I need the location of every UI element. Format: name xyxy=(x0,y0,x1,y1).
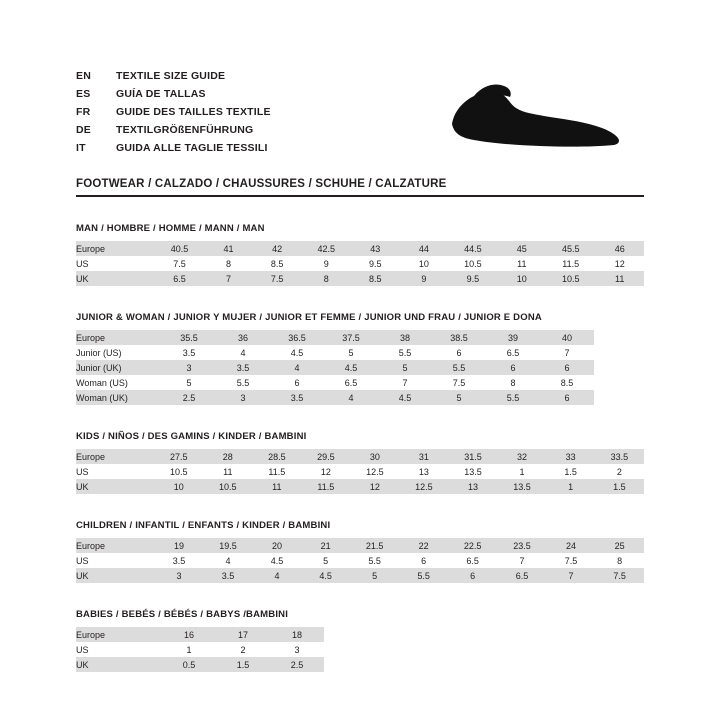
cell: 5 xyxy=(432,390,486,405)
cell: 38.5 xyxy=(432,330,486,345)
block-junior-woman xyxy=(76,312,644,405)
table-row xyxy=(76,241,644,256)
language-code: IT xyxy=(76,142,86,154)
cell: 11 xyxy=(517,258,527,269)
size-table-babies xyxy=(76,627,324,672)
cell: 33 xyxy=(547,449,595,464)
row-label: Junior (US) xyxy=(76,347,122,358)
cell: 19.5 xyxy=(203,538,252,553)
cell: 2 xyxy=(240,644,246,655)
table-row xyxy=(76,345,594,360)
cell: 13.5 xyxy=(497,479,546,494)
cell: 7.5 xyxy=(452,377,466,388)
cell: 42 xyxy=(253,241,302,256)
row-label: Woman (UK) xyxy=(76,390,162,405)
block-babies xyxy=(76,609,644,672)
cell: 10 xyxy=(498,271,546,286)
cell: 41 xyxy=(204,241,252,256)
cell: 5.5 xyxy=(368,555,381,566)
table-row xyxy=(76,464,644,479)
table-row xyxy=(76,538,644,553)
table-row xyxy=(76,479,644,494)
row-label: US xyxy=(76,258,89,269)
cell: 10.5 xyxy=(203,479,252,494)
cell: 3 xyxy=(294,644,300,655)
cell: 2 xyxy=(616,466,622,477)
block-title: CHILDREN / INFANTIL / ENFANTS / KINDER / BAMBINI xyxy=(76,520,331,531)
row-label: Europe xyxy=(76,538,155,553)
cell: 10.5 xyxy=(464,258,482,269)
table-row xyxy=(76,375,594,390)
cell: 1 xyxy=(186,644,192,655)
table-row xyxy=(76,360,594,375)
language-code: EN xyxy=(76,70,91,82)
footwear-category-title: FOOTWEAR / CALZADO / CHAUSSURES / SCHUHE / CALZATURE xyxy=(76,178,644,197)
cell: 8 xyxy=(302,271,351,286)
cell: 39 xyxy=(486,330,540,345)
cell: 33.5 xyxy=(595,449,644,464)
cell: 5.5 xyxy=(236,377,250,388)
cell: 13 xyxy=(418,466,429,477)
cell: 25 xyxy=(595,538,644,553)
row-label: Junior (UK) xyxy=(76,360,162,375)
cell: 10 xyxy=(418,258,429,269)
cell: 4.5 xyxy=(324,360,378,375)
cell: 6 xyxy=(456,347,462,358)
cell: 37.5 xyxy=(324,330,378,345)
cell: 10.5 xyxy=(546,271,595,286)
cell: 9 xyxy=(323,258,329,269)
cell: 5 xyxy=(378,360,432,375)
language-code: DE xyxy=(76,124,91,136)
row-label: US xyxy=(76,644,89,655)
cell: 38 xyxy=(378,330,432,345)
cell: 6.5 xyxy=(155,271,204,286)
cell: 32 xyxy=(497,449,546,464)
cell: 43 xyxy=(351,241,400,256)
cell: 5.5 xyxy=(486,390,540,405)
block-title: KIDS / NIÑOS / DES GAMINS / KINDER / BAMBINI xyxy=(76,431,307,442)
cell: 3.5 xyxy=(182,347,196,358)
language-title: TEXTILGRÖßENFÜHRUNG xyxy=(116,124,254,136)
cell: 6 xyxy=(540,390,594,405)
cell: 28.5 xyxy=(252,449,301,464)
cell: 45.5 xyxy=(546,241,595,256)
cell: 29.5 xyxy=(301,449,350,464)
cell: 36.5 xyxy=(270,330,324,345)
cell: 11 xyxy=(223,466,233,477)
cell: 4 xyxy=(324,390,378,405)
cell: 5 xyxy=(350,568,399,583)
language-title: GUIDE DES TAILLES TEXTILE xyxy=(116,106,271,118)
cell: 6 xyxy=(294,377,300,388)
cell: 4.5 xyxy=(378,390,432,405)
table-row xyxy=(76,657,324,672)
cell: 35.5 xyxy=(162,330,216,345)
cell: 6.5 xyxy=(497,568,546,583)
cell: 20 xyxy=(253,538,302,553)
cell: 19 xyxy=(155,538,204,553)
cell: 6 xyxy=(486,360,540,375)
size-table-junior-woman xyxy=(76,330,594,405)
cell: 6 xyxy=(421,555,427,566)
row-label: UK xyxy=(76,568,155,583)
cell: 4.5 xyxy=(270,555,284,566)
cell: 5.5 xyxy=(399,568,448,583)
cell: 11.5 xyxy=(562,258,580,269)
size-table-man xyxy=(76,241,644,286)
cell: 8.5 xyxy=(270,258,284,269)
cell: 4 xyxy=(240,347,246,358)
row-label: UK xyxy=(76,657,162,672)
cell: 8.5 xyxy=(351,271,400,286)
cell: 45 xyxy=(498,241,546,256)
table-row xyxy=(76,627,324,642)
cell: 7.5 xyxy=(564,555,578,566)
cell: 8.5 xyxy=(560,377,574,388)
cell: 4 xyxy=(253,568,302,583)
table-row xyxy=(76,271,644,286)
row-label: UK xyxy=(76,271,155,286)
language-code: FR xyxy=(76,106,91,118)
cell: 11 xyxy=(595,271,644,286)
row-label: Europe xyxy=(76,241,155,256)
cell: 4 xyxy=(270,360,324,375)
cell: 10 xyxy=(154,479,203,494)
dress-shoe-icon xyxy=(444,76,634,156)
cell: 1.5 xyxy=(216,657,270,672)
cell: 5 xyxy=(186,377,192,388)
cell: 5.5 xyxy=(398,347,412,358)
cell: 11 xyxy=(252,479,301,494)
cell: 3 xyxy=(216,390,270,405)
cell: 7 xyxy=(204,271,252,286)
cell: 18 xyxy=(270,627,324,642)
cell: 11.5 xyxy=(268,466,286,477)
block-title: BABIES / BEBÉS / BÉBÉS / BABYS /BAMBINI xyxy=(76,609,289,620)
cell: 7 xyxy=(547,568,596,583)
table-row xyxy=(76,330,594,345)
cell: 13 xyxy=(448,479,497,494)
cell: 17 xyxy=(216,627,270,642)
row-label: Europe xyxy=(76,449,154,464)
cell: 3.5 xyxy=(270,390,324,405)
cell: 1.5 xyxy=(564,466,577,477)
cell: 8 xyxy=(225,258,231,269)
cell: 2.5 xyxy=(270,657,324,672)
cell: 31.5 xyxy=(448,449,497,464)
cell: 5 xyxy=(348,347,354,358)
cell: 4.5 xyxy=(301,568,350,583)
cell: 46 xyxy=(595,241,644,256)
block-kids xyxy=(76,431,644,494)
cell: 1.5 xyxy=(595,479,644,494)
row-label: Woman (US) xyxy=(76,377,128,388)
cell: 12.5 xyxy=(366,466,384,477)
cell: 21.5 xyxy=(350,538,399,553)
cell: 22.5 xyxy=(448,538,497,553)
cell: 12 xyxy=(320,466,331,477)
header xyxy=(76,70,644,197)
cell: 24 xyxy=(547,538,596,553)
cell: 10.5 xyxy=(170,466,188,477)
table-row xyxy=(76,553,644,568)
cell: 7.5 xyxy=(173,258,186,269)
size-table-kids xyxy=(76,449,644,494)
cell: 30 xyxy=(350,449,399,464)
cell: 9.5 xyxy=(448,271,497,286)
language-title: GUÍA DE TALLAS xyxy=(116,88,206,100)
cell: 6 xyxy=(448,568,497,583)
block-title: JUNIOR & WOMAN / JUNIOR Y MUJER / JUNIOR ET FEMME / JUNIOR UND FRAU / JUNIOR E DONA xyxy=(76,312,542,323)
cell: 3.5 xyxy=(172,555,186,566)
cell: 12 xyxy=(614,258,625,269)
cell: 42.5 xyxy=(302,241,351,256)
cell: 12.5 xyxy=(399,479,448,494)
cell: 40 xyxy=(540,330,594,345)
cell: 3 xyxy=(155,568,204,583)
cell: 3 xyxy=(162,360,216,375)
cell: 4 xyxy=(225,555,231,566)
cell: 2.5 xyxy=(162,390,216,405)
cell: 44.5 xyxy=(448,241,497,256)
cell: 16 xyxy=(162,627,216,642)
cell: 21 xyxy=(301,538,350,553)
cell: 28 xyxy=(203,449,252,464)
cell: 1 xyxy=(519,466,525,477)
table-row xyxy=(76,256,644,271)
language-title: TEXTILE SIZE GUIDE xyxy=(116,70,226,82)
cell: 6.5 xyxy=(506,347,520,358)
cell: 12 xyxy=(350,479,399,494)
cell: 6 xyxy=(540,360,594,375)
table-row xyxy=(76,449,644,464)
row-label: Europe xyxy=(76,330,162,345)
cell: 11.5 xyxy=(301,479,350,494)
cell: 7 xyxy=(402,377,408,388)
cell: 22 xyxy=(399,538,448,553)
language-code: ES xyxy=(76,88,91,100)
cell: 8 xyxy=(617,555,623,566)
row-label: US xyxy=(76,555,89,566)
block-man xyxy=(76,223,644,286)
cell: 31 xyxy=(399,449,448,464)
cell: 5 xyxy=(323,555,329,566)
cell: 4.5 xyxy=(290,347,304,358)
block-title: MAN / HOMBRE / HOMME / MANN / MAN xyxy=(76,223,265,234)
cell: 5.5 xyxy=(432,360,486,375)
cell: 7 xyxy=(519,555,525,566)
row-label: US xyxy=(76,466,89,477)
cell: 9 xyxy=(400,271,448,286)
cell: 3.5 xyxy=(203,568,252,583)
table-row xyxy=(76,642,324,657)
cell: 8 xyxy=(510,377,516,388)
cell: 7 xyxy=(564,347,570,358)
cell: 13.5 xyxy=(464,466,482,477)
language-title: GUIDA ALLE TAGLIE TESSILI xyxy=(116,142,268,154)
cell: 1 xyxy=(547,479,595,494)
cell: 9.5 xyxy=(369,258,382,269)
cell: 6.5 xyxy=(344,377,358,388)
cell: 23.5 xyxy=(497,538,546,553)
cell: 3.5 xyxy=(216,360,270,375)
size-table-children xyxy=(76,538,644,583)
cell: 36 xyxy=(216,330,270,345)
cell: 7.5 xyxy=(253,271,302,286)
cell: 27.5 xyxy=(154,449,203,464)
cell: 0.5 xyxy=(162,657,216,672)
cell: 44 xyxy=(400,241,448,256)
row-label: UK xyxy=(76,479,154,494)
table-row xyxy=(76,390,594,405)
block-children xyxy=(76,520,644,583)
cell: 40.5 xyxy=(155,241,204,256)
table-row xyxy=(76,568,644,583)
cell: 7.5 xyxy=(595,568,644,583)
row-label: Europe xyxy=(76,627,162,642)
cell: 6.5 xyxy=(466,555,479,566)
